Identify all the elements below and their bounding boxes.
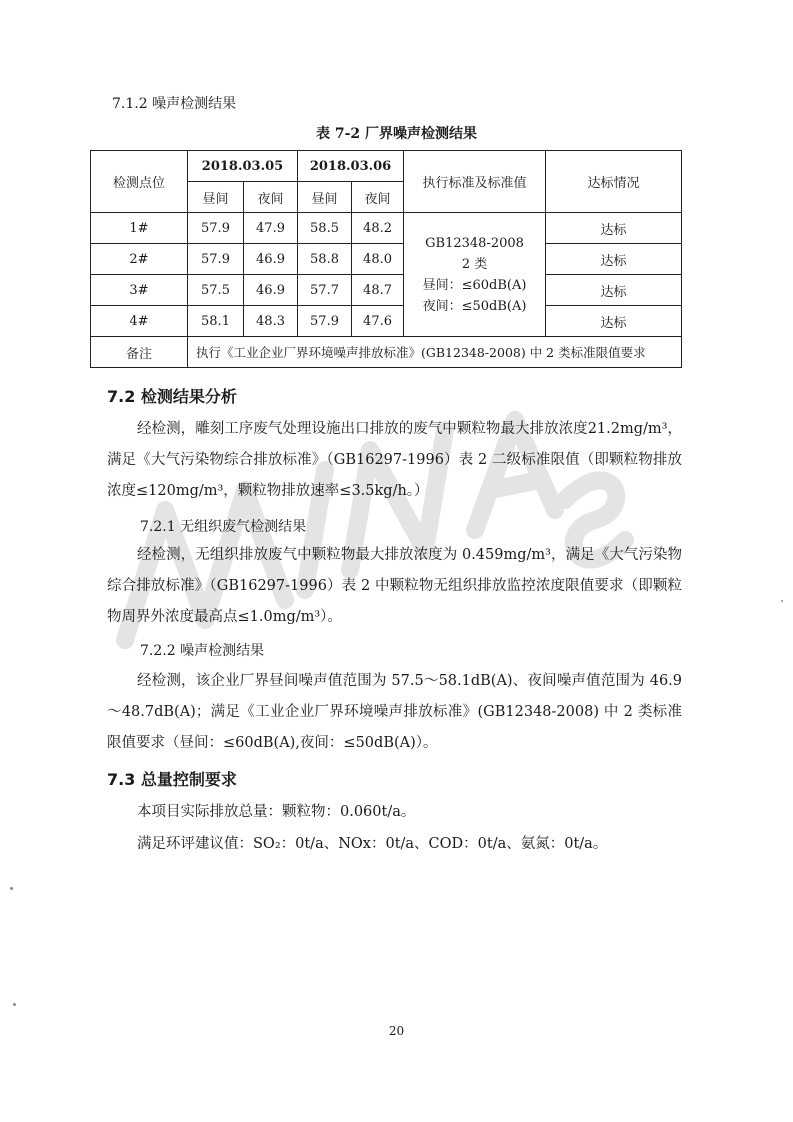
header-status: 达标情况 xyxy=(546,151,682,213)
cell-point: 4# xyxy=(91,306,188,337)
cell-value: 46.9 xyxy=(244,244,298,275)
header-standard: 执行标准及标准值 xyxy=(404,151,546,213)
table-row xyxy=(91,244,682,275)
paragraph-7-2: 经检测，雕刻工序废气处理设施出口排放的废气中颗粒物最大排放浓度21.2mg/m³，满足《大气污染物综合排放标准》（GB16297-1996）表 2 二级标准限值（即颗粒物排放浓度≤120mg/m³，颗粒物排放速率≤3.5kg/h。） xyxy=(107,421,682,499)
standard-cell xyxy=(404,213,546,337)
cell-value: 57.7 xyxy=(298,275,352,306)
cell-value: 46.9 xyxy=(244,275,298,306)
header-night: 夜间 xyxy=(352,182,404,213)
cell-value: 57.9 xyxy=(298,306,352,337)
cell-point: 3# xyxy=(91,275,188,306)
paragraph-7-2-2: 经检测，该企业厂界昼间噪声值范围为 57.5～58.1dB(A)、夜间噪声值范围为 46.9～48.7dB(A)；满足《工业企业厂界环境噪声排放标准》(GB12348-2008) 中 2 类标准限值要求（昼间：≤60dB(A),夜间：≤50dB(A)）。 xyxy=(107,673,682,751)
cell-value: 48.7 xyxy=(352,275,404,306)
header-date-2: 2018.03.06 xyxy=(298,151,404,182)
cell-value: 48.0 xyxy=(352,244,404,275)
cell-point: 2# xyxy=(91,244,188,275)
table-row xyxy=(91,213,682,244)
standard-line: 夜间：≤50dB(A) xyxy=(422,298,527,314)
cell-point: 1# xyxy=(91,213,188,244)
header-point: 检测点位 xyxy=(91,151,188,213)
table-row-note xyxy=(91,337,682,368)
cell-value: 58.8 xyxy=(298,244,352,275)
cell-value: 48.3 xyxy=(244,306,298,337)
section-heading-7-3: 7.3 总量控制要求 xyxy=(107,770,237,789)
scan-speck xyxy=(10,887,13,890)
standard-line: GB12348-2008 xyxy=(425,235,524,251)
cell-value: 58.5 xyxy=(298,213,352,244)
cell-value: 47.9 xyxy=(244,213,298,244)
cell-value: 57.5 xyxy=(188,275,244,306)
standard-line: 2 类 xyxy=(461,256,488,272)
scan-speck xyxy=(781,600,783,602)
section-heading-7-2: 7.2 检测结果分析 xyxy=(107,387,237,406)
cell-status: 达标 xyxy=(546,213,682,244)
section-heading-7-1-2: 7.1.2 噪声检测结果 xyxy=(112,96,237,112)
cell-value: 57.9 xyxy=(188,244,244,275)
note-label: 备注 xyxy=(91,337,188,368)
section-heading-7-2-2: 7.2.2 噪声检测结果 xyxy=(140,643,265,659)
header-night: 夜间 xyxy=(244,182,298,213)
table-row xyxy=(91,275,682,306)
header-day: 昼间 xyxy=(298,182,352,213)
section-heading-7-2-1: 7.2.1 无组织废气检测结果 xyxy=(140,519,307,535)
cell-status: 达标 xyxy=(546,306,682,337)
table-caption: 表 7-2 厂界噪声检测结果 xyxy=(315,126,478,142)
noise-results-table xyxy=(90,150,682,368)
cell-value: 57.9 xyxy=(188,213,244,244)
page-number: 20 xyxy=(388,1024,405,1038)
note-text: 执行《工业企业厂界环境噪声排放标准》(GB12348-2008) 中 2 类标准限值要求 xyxy=(188,337,682,368)
cell-status: 达标 xyxy=(546,275,682,306)
cell-value: 48.2 xyxy=(352,213,404,244)
scan-speck xyxy=(13,1003,16,1006)
table-row xyxy=(91,306,682,337)
paragraph-7-2-1: 经检测，无组织排放废气中颗粒物最大排放浓度为 0.459mg/m³，满足《大气污染物综合排放标准》（GB16297-1996）表 2 中颗粒物无组织排放监控浓度限值要求（即颗粒物周界外浓度最高点≤1.0mg/m³）。 xyxy=(107,547,682,625)
cell-value: 47.6 xyxy=(352,306,404,337)
cell-status: 达标 xyxy=(546,244,682,275)
header-day: 昼间 xyxy=(188,182,244,213)
paragraph-7-3-total: 本项目实际排放总量：颗粒物：0.060t/a。 xyxy=(137,804,416,820)
standard-line: 昼间：≤60dB(A) xyxy=(422,277,527,293)
paragraph-7-3-suggested: 满足环评建议值：SO₂：0t/a、NOx：0t/a、COD：0t/a、氨氮：0t/a。 xyxy=(137,836,608,852)
cell-value: 58.1 xyxy=(188,306,244,337)
header-date-1: 2018.03.05 xyxy=(188,151,298,182)
